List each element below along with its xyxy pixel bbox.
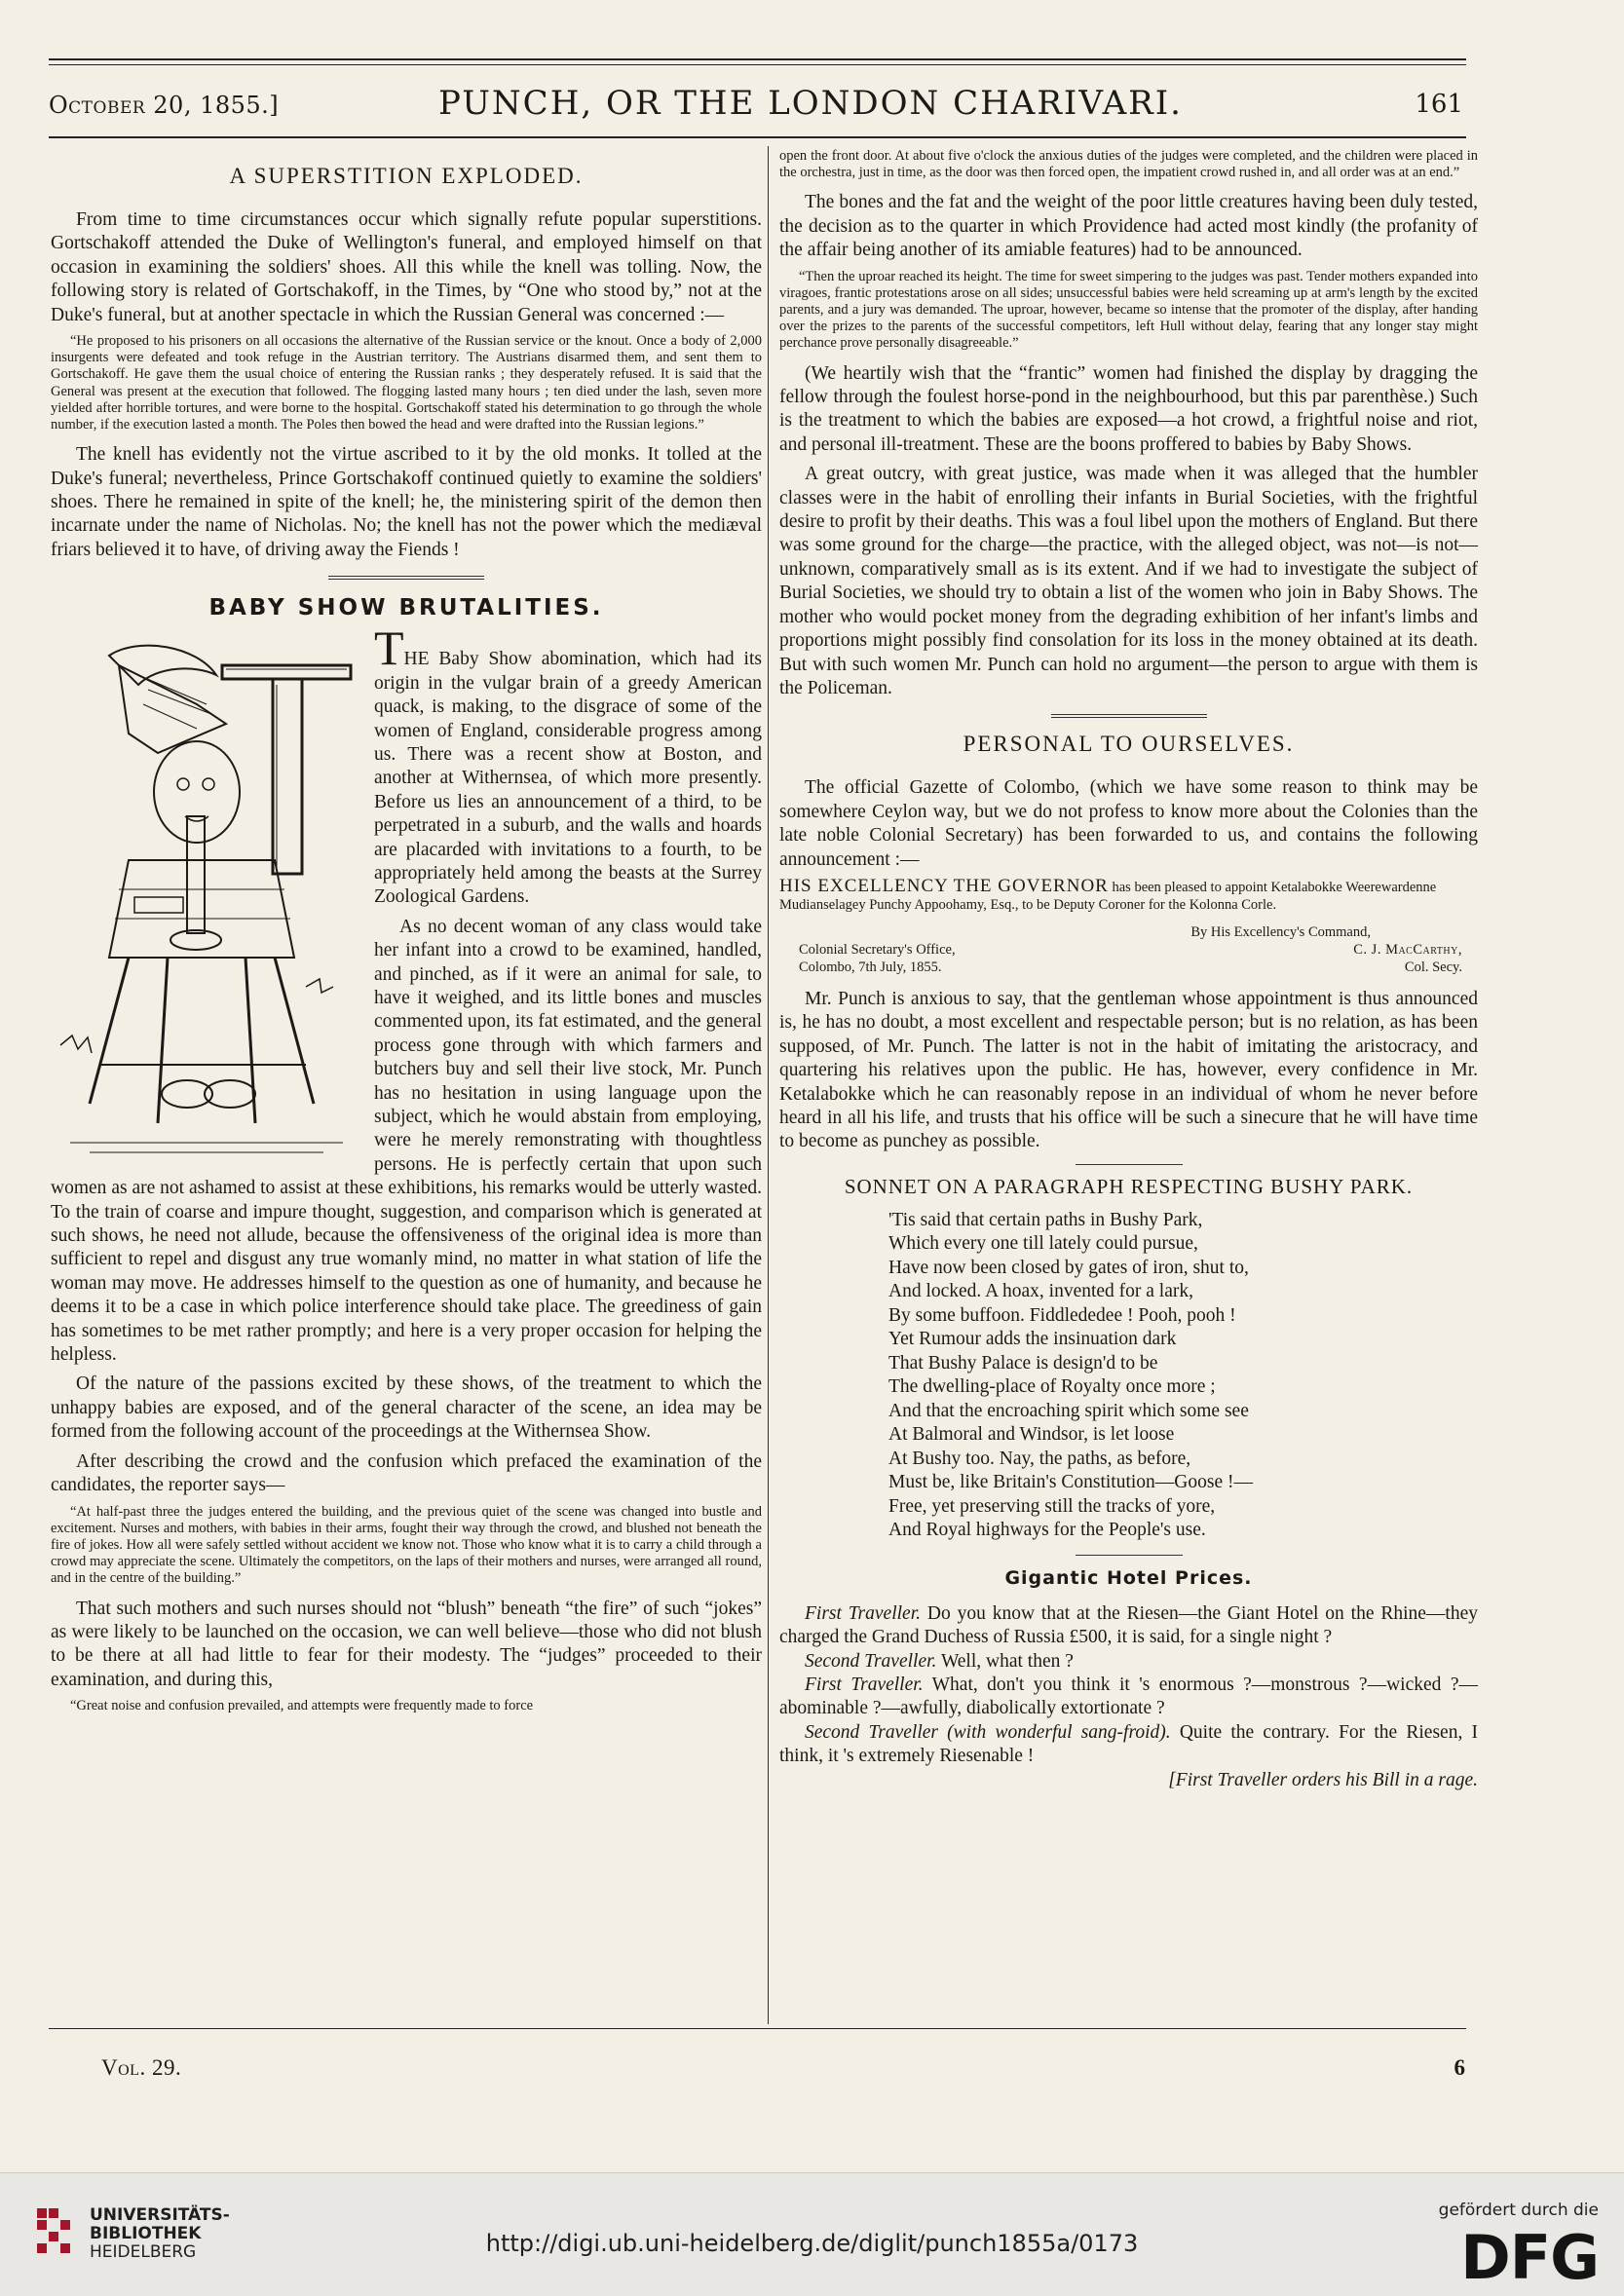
personal-title: PERSONAL TO OURSELVES. — [963, 732, 1295, 757]
section-divider — [328, 576, 484, 580]
notice-office-row — [779, 941, 1478, 959]
speaker: Second Traveller (with wonderful sang-froid). — [805, 1721, 1171, 1743]
dfg-logo: DFG — [1460, 2222, 1599, 2293]
header-page-number: 161 — [1415, 90, 1463, 119]
baby-show-paragraph-2: As no decent woman of any class would take her infant into a crowd to be examined, handled, and pinched, as if it were an animal for sale, to have it weighed, and its little bones and muscles commented upon, its fat estimated, and the general process gone through with which farmers and butchers buy and sell their live stock, Mr. Punch has no hesitation in using language upon the subject, which he would abstain from employing, were he merely remonstrating with thoughtless persons. He is perfectly certain that upon such women as are not ashamed to assist at these exhibitions, his remarks would be utterly wasted. To the train of coarse and impure thought, suggestion, and comparison which is generated at such shows, he need not allude, because the offensiveness of the original idea is more than sufficient to repel and disgust any true womanly mind, no matter in what station of life the woman may move. He addresses himself to the question as one of humanity, and because he deems it to be a case in which police interference should take place. The greediness of gain has sometimes to be met rather promptly; and here is a very proper occasion for helping the helpless. — [51, 916, 762, 1366]
sonnet-line: Yet Rumour adds the insinuation dark — [888, 1329, 1177, 1350]
library-line: UNIVERSITÄTS- — [90, 2205, 230, 2225]
library-line: HEIDELBERG — [90, 2242, 197, 2262]
dialogue-line — [779, 1650, 1478, 1674]
footer-volume: Vol. 29. — [101, 2055, 182, 2080]
dialogue — [779, 1602, 1478, 1792]
sonnet-line: Have now been closed by gates of iron, shut to, — [888, 1257, 1249, 1278]
gigantic-title: Gigantic Hotel Prices. — [1004, 1566, 1253, 1589]
superstition-title: A SUPERSTITION EXPLODED. — [229, 164, 584, 188]
baby-show-paragraph-8: A great outcry, with great justice, was made when it was alleged that the humbler classes were in the habit of enrolling their infants in Burial Societies, with the frightful desire to profit by their deaths. This was a foul libel upon the mothers of England. But there was some ground for the charge—the practice, with the alleged object, was not—is not—unknown, comparatively small as is its extent. And if we had to investigate the subject of Burial Societies, we should try to obtain a list of the women who join in Baby Shows. The mother who would pocket money from the degrading exhibition of her infant's limbs and proportions might possibly find consolation for its loss in the money obtained at its death. But with such women Mr. Punch can hold no argument—the person to argue with them is the Policeman. — [779, 464, 1478, 698]
notice-command: By His Excellency's Command, — [1190, 923, 1371, 940]
notice-title: Col. Secy. — [1404, 959, 1462, 975]
section-divider — [1051, 714, 1207, 718]
drop-cap: T — [374, 621, 404, 676]
sonnet-line: Free, yet preserving still the tracks of yore, — [888, 1495, 1216, 1517]
column-divider — [768, 146, 769, 2024]
speech: Well, what then ? — [940, 1650, 1074, 1672]
baby-show-quote-2-start: “Great noise and confusion prevailed, and attempts were frequently made to force — [70, 1698, 534, 1714]
dialogue-line — [779, 1721, 1478, 1769]
baby-show-paragraph-5: That such mothers and such nurses should not “blush” beneath “the fire” of such “jokes” as were likely to be launched on the occasion, we can well believe—those who did not blush to be there at all had little to fear for their modesty. The “judges” proceeded to their examination, and during this, — [51, 1598, 762, 1690]
bottom-rule — [49, 2028, 1466, 2029]
superstition-paragraph-2: The knell has evidently not the virtue ascribed to it by the old monks. It tolled at the Duke's funeral; nevertheless, Prince Gortschakoff continued quietly to examine the soldiers' shoes. There he remained in spite of the knell; he, the ministering spirit of the demon then incarnate under the name of Nicholas. No; the knell has not the power which the mediæval friars believed it to have, of driving away the Fiends ! — [51, 444, 762, 560]
notice-office: Colonial Secretary's Office, — [799, 941, 956, 958]
sonnet-line: That Bushy Palace is design'd to be — [888, 1352, 1158, 1374]
dialogue-line — [779, 1602, 1478, 1650]
notice-signer: C. J. MacCarthy, — [1353, 941, 1462, 958]
dialogue-line — [779, 1674, 1478, 1721]
baby-show-paragraph-4: After describing the crowd and the confusion which prefaced the examination of the candidates, the reporter says— — [51, 1450, 762, 1496]
baby-show-paragraph-6: The bones and the fat and the weight of the poor little creatures having been duly tested, the decision as to the quarter in which Providence had acted most kindly (the profanity of the affair being another of its amiable features) had to be announced. — [779, 192, 1478, 261]
sonnet-line: At Balmoral and Windsor, is let loose — [888, 1424, 1175, 1446]
baby-show-paragraph-1-text: HE Baby Show abomination, which had its origin in the vulgar brain of a greedy American quack, is making, to the disgrace of some of the women of England, considerable progress among us. There was a recent show at Boston, and another at Withernsea, of which more presently. Before us lies an announcement of a third, to be perpetrated in a suburb, and the walls and hoards are placarded with invitations to a fourth, to be appropriately held among the beasts at the Surrey Zoological Gardens. — [374, 649, 762, 908]
gazette-notice — [779, 875, 1478, 914]
superstition-paragraph-1: From time to time circumstances occur which signally refute popular superstitions. Gortschakoff attended the Duke of Wellington's funeral, and employed himself on that occasion in examining the soldiers' shoes. All this while the knell was tolling. Now, the following story is related of Gortschakoff, in the Times, by “One who stood by,” not at the Duke's funeral, but at another spectacle in which the Russian General was concerned :— — [51, 209, 762, 325]
speaker: First Traveller. — [805, 1602, 922, 1624]
speaker: Second Traveller. — [805, 1650, 937, 1672]
closing-direction: [First Traveller orders his Bill in a rage. — [1168, 1769, 1478, 1790]
digitization-banner — [0, 2172, 1624, 2296]
speech: Quite the contrary. For the Riesen, I think, it 's extremely Riesenable ! — [779, 1721, 1478, 1767]
baby-show-paragraph-3: Of the nature of the passions excited by these shows, of the treatment to which the unhappy babies are exposed, and of the general character of the scene, an idea may be formed from the following account of the proceedings at the Withernsea Show. — [51, 1374, 762, 1443]
sonnet-line: Must be, like Britain's Constitution—Goose !— — [888, 1472, 1254, 1493]
personal-paragraph-1: The official Gazette of Colombo, (which we have some reason to think may be somewhere Ceylon way, but we do not profess to know more about the Colonies than the late noble Colonial Secretary) has been forwarded to us, and contains the following announcement :— — [779, 777, 1478, 870]
sonnet-line: Which every one till lately could pursue, — [888, 1233, 1198, 1255]
notice-heading: HIS EXCELLENCY THE GOVERNOR — [779, 875, 1109, 896]
funded-by-label: gefördert durch die — [1438, 2201, 1599, 2220]
baby-show-illustration — [51, 636, 360, 1165]
source-url-link[interactable]: http://digi.ub.uni-heidelberg.de/diglit/punch1855a/0173 — [485, 2230, 1139, 2257]
speaker: First Traveller. — [805, 1675, 924, 1696]
baby-show-quote-3: “Then the uproar reached its height. The time for sweet simpering to the judges was past. Tender mothers expanded into viragoes, frantic protestations arose on all sides; unsuccessful babies were held screaming up at arm's length by the excited parents, and a jury was demanded. The uproar, however, became so intense that the promoter of the display, after handing over the prizes to the parents of the successful competitors, left Hull without delay, fearing that any longer stay might perchance prove personally disagreeable.” — [779, 268, 1478, 352]
header-date: October 20, 1855.] — [49, 92, 280, 119]
sonnet-title: SONNET ON A PARAGRAPH RESPECTING BUSHY PARK. — [844, 1174, 1414, 1198]
section-divider — [1076, 1164, 1183, 1165]
personal-paragraph-2: Mr. Punch is anxious to say, that the gentleman whose appointment is thus announced is, he has no doubt, a most excellent and respectable person; but is no relation, as has been supposed, of Mr. Punch. The latter is not in the habit of imitating the aristocracy, and quartering his relatives upon the public. He has, however, every confidence in Mr. Ketalabokke which he can reasonably repose in an individual of whom he never before heard in all his life, and trusts that his office will be such a sinecure that he will have time to become as punchey as possible. — [779, 988, 1478, 1152]
sonnet-line: At Bushy too. Nay, the paths, as before, — [888, 1448, 1191, 1469]
footer-signature: 6 — [1454, 2055, 1465, 2080]
notice-body: has been pleased to appoint Ketalabokke Weerewardenne Mudianselagey Punchy Appoohamy, Esq., to be Deputy Coroner for the Kolonna Corle. — [779, 879, 1437, 913]
sonnet-poem — [888, 1209, 1478, 1543]
speech: What, don't you think it 's enormous ?—monstrous ?—wicked ?—abominable ?—awfully, diabolically extortionate ? — [779, 1675, 1478, 1719]
baby-show-quote-1: “At half-past three the judges entered the building, and the previous quiet of the scene was changed into bustle and excitement. Nurses and mothers, with babies in their arms, fought their way through the crowd, and blushed not beneath the fire of jokes. How all were safely settled without accident we know not. Those who know what it is to carry a child through a crowd may appreciate the scene. Ultimately the competitors, on the laps of their mothers and nurses, were arranged all round, and in the centre of the building.” — [51, 1503, 762, 1587]
page-header — [49, 84, 1463, 132]
sonnet-line: 'Tis said that certain paths in Bushy Park, — [888, 1209, 1203, 1230]
sonnet-line: By some buffoon. Fiddlededee ! Pooh, pooh ! — [888, 1304, 1236, 1326]
illustration-drawing — [51, 636, 360, 1165]
sonnet-line: And that the encroaching spirit which some see — [888, 1400, 1249, 1421]
baby-show-title: BABY SHOW BRUTALITIES. — [208, 595, 604, 621]
baby-show-quote-2-continued: open the front door. At about five o'clock the anxious duties of the judges were completed, and the children were placed in the orchestra, just in time, as the door was then forced open, the impatient crowd rushed in, and all order was at an end.” — [779, 148, 1478, 181]
sonnet-line: And Royal highways for the People's use. — [888, 1520, 1206, 1541]
baby-show-paragraph-7: (We heartily wish that the “frantic” women had finished the display by dragging the fellow through the foulest horse-pond in the neighbourhood, but this par parenthèse.) Such is the treatment to which the babies are exposed—a hot crowd, a frightful noise and riot, and personal ill-treatment. These are the boons proffered to babies by Baby Shows. — [779, 362, 1478, 455]
header-title: PUNCH, OR THE LONDON CHARIVARI. — [438, 84, 1183, 123]
notice-date: Colombo, 7th July, 1855. — [799, 959, 942, 975]
left-column — [51, 156, 762, 1714]
top-rule-thin — [49, 64, 1466, 65]
sonnet-line: And locked. A hoax, invented for a lark, — [888, 1281, 1193, 1302]
right-column — [779, 148, 1479, 1792]
speech: Do you know that at the Riesen—the Giant Hotel on the Rhine—they charged the Grand Duchess of Russia £500, it is said, for a single night ? — [779, 1602, 1479, 1648]
top-rule — [49, 58, 1466, 60]
superstition-quote: “He proposed to his prisoners on all occasions the alternative of the Russian service or the knout. Once a body of 2,000 insurgents were defeated and took refuge in the Austrian territory. The Austrians disarmed them, and sent them to Gortschakoff. He gave them the usual choice of entering the Russian ranks ; they desperately refused. It is said that the General was present at the execution that followed. The flogging lasted many hours ; ten died under the lash, seven more yielded after horrible tortures, and were borne to the hospital. Gortschakoff stated his determination to go through the whole number, if the execution lasted a month. The Poles then bowed the head and were drafted into the Russian legions.” — [51, 333, 762, 433]
sonnet-line: The dwelling-place of Royalty once more ; — [888, 1376, 1216, 1398]
library-line: BIBLIOTHEK — [90, 2224, 202, 2243]
section-divider — [1076, 1555, 1183, 1556]
notice-date-row — [779, 959, 1478, 976]
header-rule — [49, 136, 1466, 138]
